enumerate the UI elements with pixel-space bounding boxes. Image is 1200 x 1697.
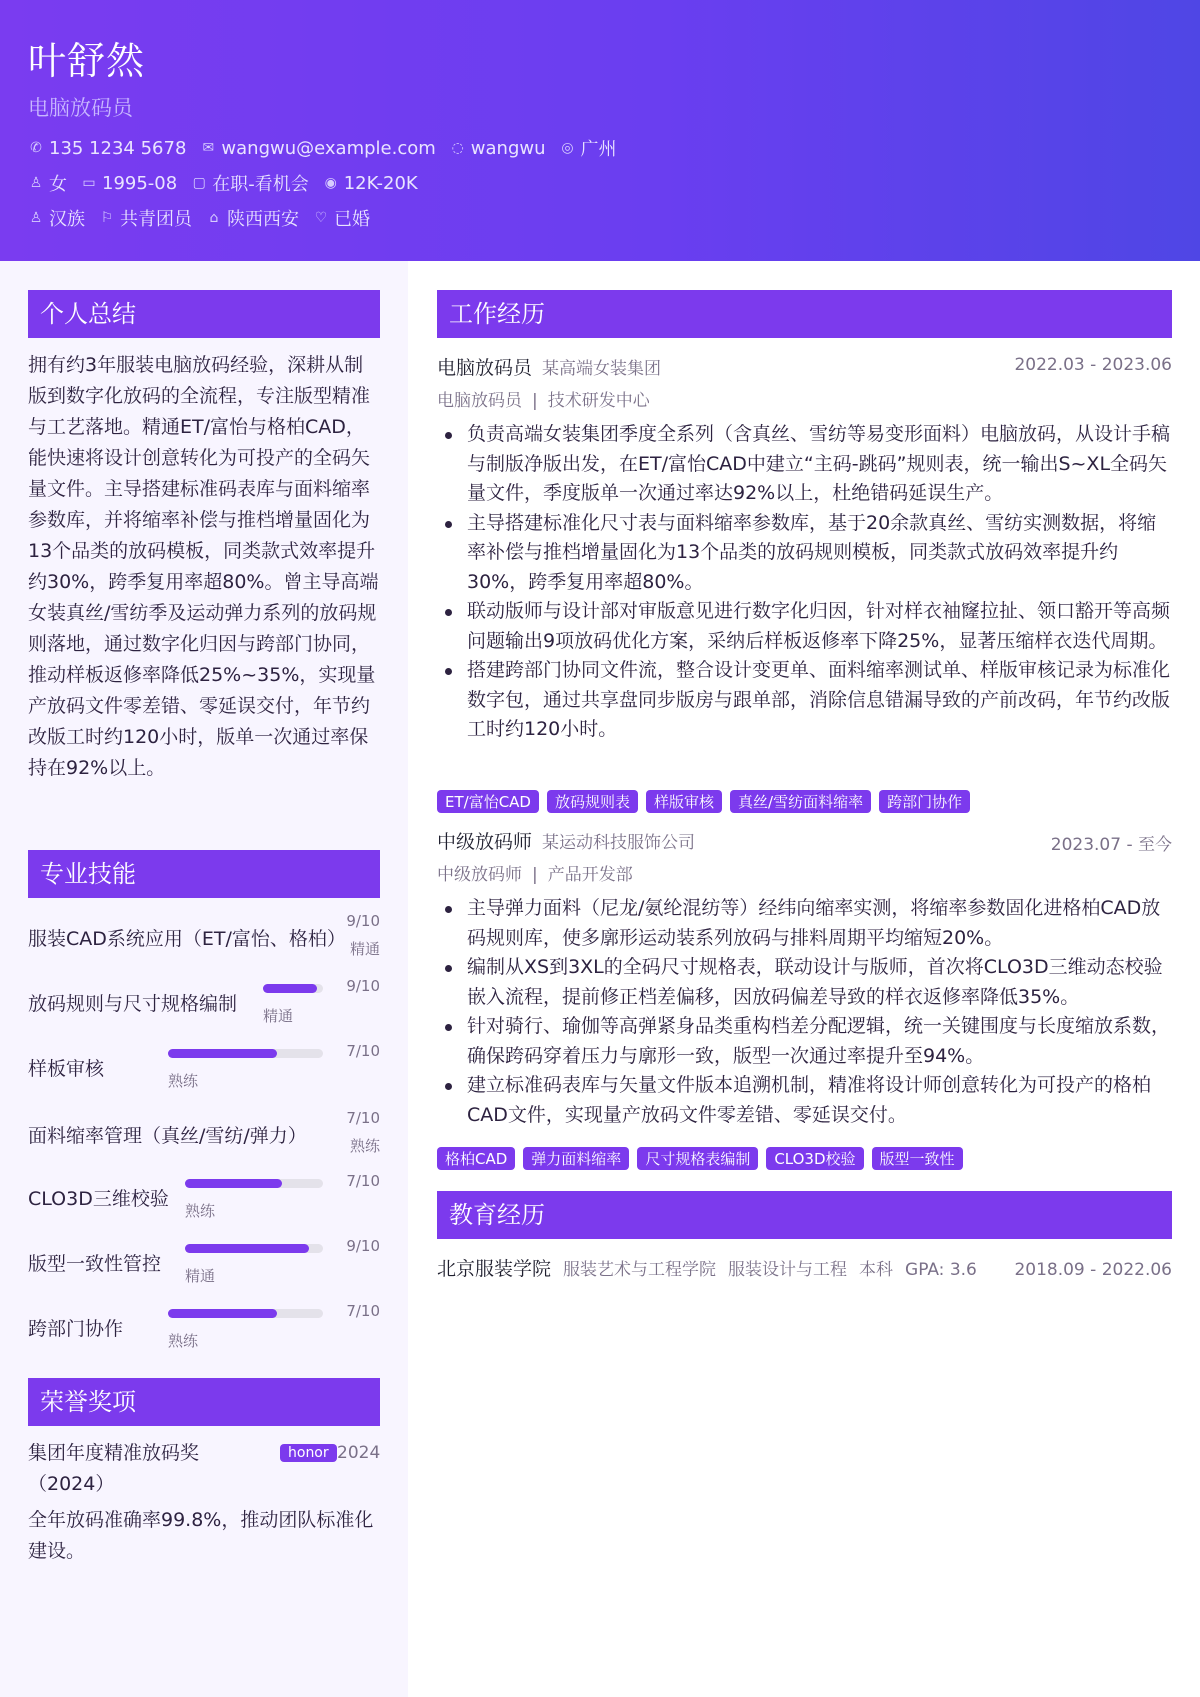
gender-item: ♙ 女 [29, 174, 67, 195]
skill-name: 样板审核 [28, 1058, 105, 1080]
skill-bar-fill [185, 1244, 309, 1253]
education-entry [437, 1254, 1172, 1281]
job-title: 电脑放码员 某高端女装集团 [437, 357, 662, 379]
job-bullets [437, 420, 1172, 745]
skill-name: 版型一致性管控 [28, 1253, 162, 1275]
job-position-line: 中级放码师 | 产品开发部 [437, 865, 633, 885]
wechat-item: ◌ wangwu [451, 137, 546, 159]
job-title: 中级放码师 某运动科技服饰公司 [437, 831, 696, 853]
degree: 本科 [859, 1260, 894, 1280]
list-item: 针对骑行、瑜伽等高弹紧身品类重构档差分配逻辑，统一关键围度与长度缩放系数，确保跨码穿着压力与廓形一致，版型一次通过率提升至94%。 [467, 1012, 1172, 1071]
skill-tag: 跨部门协作 [879, 790, 970, 813]
phone-item: ✆ 135 1234 5678 [28, 135, 186, 161]
skill-item [28, 1040, 380, 1100]
job-date: 2022.03 - 2023.06 [1014, 355, 1172, 375]
location-icon: ◎ [561, 140, 574, 156]
skill-item [28, 910, 380, 970]
skill-score: 7/10 [346, 1042, 380, 1060]
college-name: 服装艺术与工程学院 [563, 1260, 717, 1280]
email-item: ✉ wangwu@example.com [200, 135, 435, 161]
candidate-name: 叶舒然 [28, 39, 146, 83]
skill-tag: CLO3D校验 [766, 1147, 863, 1170]
skill-name: 放码规则与尺寸规格编制 [28, 993, 238, 1015]
list-item: 建立标准码表库与矢量文件版本追溯机制，精准将设计师创意转化为可投产的格柏CAD文件，实现量产放码文件零差错、零延误交付。 [467, 1071, 1172, 1130]
list-item: 编制从XS到3XL的全码尺寸规格表，联动设计与版师，首次将CLO3D三维动态校验嵌入流程，提前修正档差偏移，因放码偏差导致的样衣返修率降低35%。 [467, 953, 1172, 1012]
politics-item: ⚐ 共青团员 [100, 209, 192, 230]
skill-name: 跨部门协作 [28, 1318, 124, 1340]
skill-item [28, 1235, 380, 1295]
flag-icon: ⚐ [100, 210, 114, 226]
salary-icon: ◉ [324, 175, 337, 191]
skill-score: 9/10 [346, 912, 380, 930]
award-badge: honor [280, 1444, 337, 1462]
gpa: GPA: 3.6 [905, 1260, 977, 1280]
briefcase-icon: ▢ [192, 175, 206, 191]
user-icon: ♙ [29, 175, 43, 191]
people-icon: ♙ [29, 210, 43, 226]
resume-header [0, 0, 1200, 261]
skill-level: 精通 [263, 1007, 294, 1025]
skill-bar [185, 1244, 323, 1253]
list-item: 搭建跨部门协同文件流，整合设计变更单、面料缩率测试单、样版审核记录为标准化数字包，通过共享盘同步版房与跟单部，消除信息错漏导致的产前改码，年节约改版工时约120小时。 [467, 656, 1172, 745]
skill-name: CLO3D三维校验 [28, 1188, 169, 1210]
award-name: 集团年度精准放码奖（2024） [28, 1442, 200, 1495]
education-section-title: 教育经历 [437, 1191, 1172, 1239]
skill-level: 熟练 [168, 1072, 199, 1090]
work-section-title: 工作经历 [437, 290, 1172, 338]
skill-bar-fill [168, 1049, 277, 1058]
skill-bar [168, 1049, 323, 1058]
skill-score: 9/10 [346, 977, 380, 995]
major-name: 服装设计与工程 [728, 1260, 848, 1280]
skill-level: 精通 [349, 940, 380, 958]
skill-tag: 格柏CAD [437, 1147, 515, 1170]
skill-score: 7/10 [346, 1172, 380, 1190]
job-tags [437, 1147, 963, 1170]
skill-score: 9/10 [346, 1237, 380, 1255]
mail-icon: ✉ [202, 140, 215, 156]
summary-section-title: 个人总结 [28, 290, 380, 338]
birth-item: ▭ 1995-08 [82, 172, 178, 194]
award-description: 全年放码准确率99.8%，推动团队标准化建设。 [28, 1509, 374, 1562]
skill-tag: ET/富怡CAD [437, 790, 539, 813]
skill-level: 熟练 [349, 1137, 380, 1155]
skill-tag: 放码规则表 [547, 790, 638, 813]
job-position-line: 电脑放码员 | 技术研发中心 [437, 391, 650, 411]
skill-tag: 弹力面料缩率 [523, 1147, 629, 1170]
personal-line [28, 170, 418, 196]
skill-bar [185, 1179, 323, 1188]
list-item: 主导搭建标准化尺寸表与面料缩率参数库，基于20余款真丝、雪纺实测数据，将缩率补偿与推档增量固化为13个品类的放码规则模板，同类款式放码效率提升约30%，跨季复用率超80%。 [467, 509, 1172, 598]
contact-line [28, 135, 617, 161]
skill-item [28, 1107, 380, 1167]
ethnicity-item: ♙ 汉族 [29, 209, 85, 230]
skill-score: 7/10 [346, 1302, 380, 1320]
skill-score: 7/10 [346, 1109, 380, 1127]
skills-section-title: 专业技能 [28, 850, 380, 898]
skill-item [28, 975, 380, 1035]
hometown-item: ⌂ 陕西西安 [206, 205, 299, 231]
skill-tag: 尺寸规格表编制 [637, 1147, 758, 1170]
education-date: 2018.09 - 2022.06 [1014, 1260, 1172, 1280]
marital-item: ♡ 已婚 [314, 209, 370, 230]
summary-text: 拥有约3年服装电脑放码经验，深耕从制版到数字化放码的全流程，专注版型精准与工艺落地。精通ET/富怡与格柏CAD，能快速将设计创意转化为可投产的全码矢量文件。主导搭建标准码表库与面料缩率参数库，并将缩率补偿与推档增量固化为13个品类的放码模板，同类款式效率提升约30%，跨季复用率超80%。曾主导高端女装真丝/雪纺季及运动弹力系列的放码规则落地，通过数字化归因与跨部门协同，推动样板返修率降低25%~35%，实现量产放码文件零差错、零延误交付，年节约改版工时约120小时，版单一次通过率保持在92%以上。 [28, 354, 379, 779]
skill-bar [168, 1309, 323, 1318]
home-icon: ⌂ [209, 210, 219, 226]
skill-tag: 真丝/雪纺面料缩率 [730, 790, 871, 813]
calendar-icon: ▭ [82, 175, 96, 191]
background-line [28, 205, 370, 231]
skill-item [28, 1300, 380, 1360]
skill-level: 精通 [185, 1267, 216, 1285]
job-tags [437, 790, 970, 813]
skill-bar-fill [168, 1309, 277, 1318]
school-name: 北京服装学院 [437, 1258, 552, 1280]
skill-level: 熟练 [168, 1332, 199, 1350]
job-bullets [437, 894, 1172, 1130]
list-item: 主导弹力面料（尼龙/氨纶混纺等）经纬向缩率实测，将缩率参数固化进格柏CAD放码规则库，使多廓形运动装系列放码与排料周期平均缩短20%。 [467, 894, 1172, 953]
heart-icon: ♡ [314, 210, 328, 226]
skill-bar [263, 984, 323, 993]
company-name: 某高端女装集团 [542, 359, 662, 379]
salary-item: ◉ 12K-20K [324, 172, 418, 194]
list-item: 负责高端女装集团季度全系列（含真丝、雪纺等易变形面料）电脑放码，从设计手稿与制版净版出发，在ET/富怡CAD中建立“主码-跳码”规则表，统一输出S~XL全码矢量文件，季度版单一次通过率达92%以上，杜绝错码延误生产。 [467, 420, 1172, 509]
wechat-icon: ◌ [451, 140, 464, 156]
list-item: 联动版师与设计部对审版意见进行数字化归因，针对样衣袖窿拉扯、领口豁开等高频问题输出9项放码优化方案，采纳后样板返修率下降25%，显著压缩样衣迭代周期。 [467, 597, 1172, 656]
company-name: 某运动科技服饰公司 [542, 833, 696, 853]
phone-icon: ✆ [30, 140, 42, 156]
status-item: ▢ 在职-看机会 [192, 174, 309, 195]
candidate-role: 电脑放码员 [28, 96, 133, 120]
skill-bar-fill [185, 1179, 282, 1188]
award-year: 2024 [337, 1443, 381, 1463]
job-date: 2023.07 - 至今 [1050, 835, 1172, 855]
skill-name: 面料缩率管理（真丝/雪纺/弹力） [28, 1125, 307, 1147]
skill-item [28, 1170, 380, 1230]
skill-bar-fill [263, 984, 317, 993]
skill-level: 熟练 [185, 1202, 216, 1220]
skill-name: 服装CAD系统应用（ET/富怡、格柏） [28, 928, 346, 950]
awards-section-title: 荣誉奖项 [28, 1378, 380, 1426]
skill-tag: 版型一致性 [872, 1147, 963, 1170]
location-item: ◎ 广州 [561, 139, 617, 160]
skill-tag: 样版审核 [646, 790, 722, 813]
